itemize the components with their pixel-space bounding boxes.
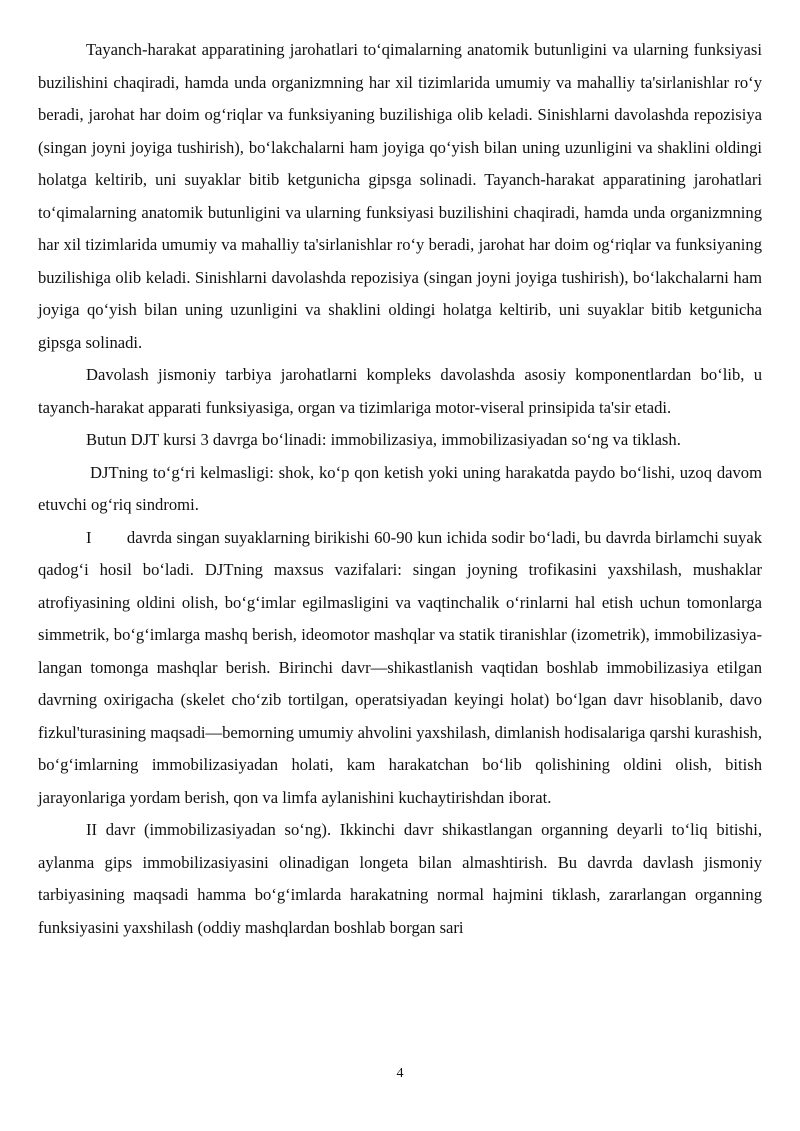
paragraph-three-periods: Butun DJT kursi 3 davrga bo‘linadi: immobilizasiya, immobilizasiyadan so‘ng va tiklash. bbox=[86, 430, 681, 449]
paragraph-first-period: I davrda singan suyaklarning birikishi 60-90 kun ichida sodir bo‘ladi, bu davrda birlamchi suyak qadog‘i hosil bo‘ladi. DJTning maxsus vazifalari: singan joyning trofikasini yaxshilash, mushaklar atrofiyasining oldini olish, bo‘g‘imlar egilmasligini va vaqtinchalik o‘rinlarni hal etish uchun tomonlarga simmetrik, bo‘g‘imlarga mashq berish, ideomotor mashqlar va statik tiranishlar (izometrik), immobilizasiya-langan tomonga mashqlar berish. Birinchi davr—shikastlanish vaqtidan boshlab immobilizasiya etilgan davrning oxirigacha (skelet cho‘zib tortilgan, operatsiyadan keyingi holat) bo‘lgan davr hisoblanib, davo fizkul'turasining maqsadi—bemorning umumiy ahvolini yaxshilash, dimlanish hodisalariga qarshi kurashish, bo‘g‘imlarning immobilizasiyadan holati, kam harakatchan bo‘lib qolishining oldini olish, bitish jarayonlariga yordam berish, qon va limfa aylanishini kuchaytirishdan iborat. bbox=[38, 527, 767, 807]
paragraph-injuries-intro: Tayanch-harakat apparatining jarohatlari to‘qimalarning anatomik butunligini va ularning funksiyasi buzilishini chaqiradi, hamda unda organizmning har xil tizimlarida umumiy va mahalliy ta'sirlanishlar ro‘y beradi, jarohat har doim og‘riqlar va funksiyaning buzilishiga olib keladi. Sinishlarni davolashda repozisiya (singan joyni joyiga tushirish), bo‘lakchalarni ham joyiga qo‘yish bilan uning uzunligini va shaklini oldingi holatga keltirib, uni suyaklar bitib ketgunicha gipsga solinadi. Tayanch-harakat apparatining jarohatlari to‘qimalarning anatomik butunligini va ularning funksiyasi buzilishini chaqiradi, hamda unda organizmning har xil tizimlarida umumiy va mahalliy ta'sirlanishlar ro‘y beradi, jarohat har doim og‘riqlar va funksiyaning buzilishiga olib keladi. Sinishlarni davolashda repozisiya (singan joyni joyiga tushirish), bo‘lakchalarni ham joyiga qo‘yish bilan uning uzunligini va shaklini oldingi holatga keltirib, uni suyaklar bitib ketgunicha gipsga solinadi. bbox=[38, 40, 762, 352]
page-number: 4 bbox=[396, 1066, 404, 1081]
paragraph-therapeutic-exercise: Davolash jismoniy tarbiya jarohatlarni kompleks davolashda asosiy komponentlardan bo‘lib, u tayanch-harakat apparati funksiyasiga, organ va tizimlariga motor-viseral prinsipida ta'sir etadi. bbox=[38, 365, 762, 417]
paragraph-contraindications: DJTning to‘g‘ri kelmasligi: shok, ko‘p qon ketish yoki uning harakatda paydo bo‘lishi, uzoq davom etuvchi og‘riq sindromi. bbox=[38, 462, 762, 514]
document-page bbox=[38, 34, 767, 944]
paragraph-second-period: II davr (immobilizasiyadan so‘ng). Ikkinchi davr shikastlangan organning deyarli to‘liq bitishi, aylanma gips immobilizasiyasini olinadigan longeta bilan almashtirish. Bu davrda davlash jismoniy tarbiyasining maqsadi hamma bo‘g‘imlarda harakatning normal hajmini tiklash, zararlangan organning funksiyasini yaxshilash (oddiy mashqlardan boshlab borgan sari bbox=[38, 820, 762, 937]
